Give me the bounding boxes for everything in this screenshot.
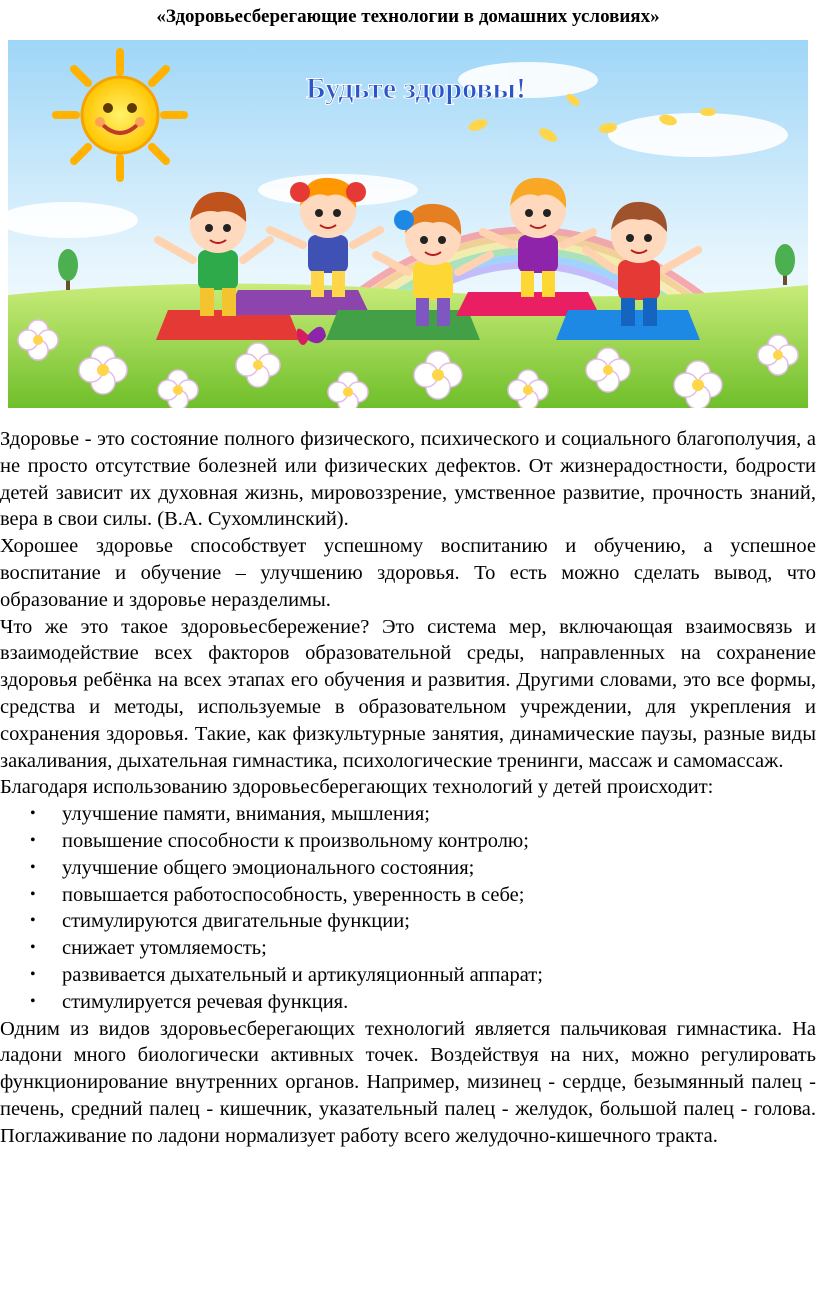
paragraph-health-definition: Здоровье - это состояние полного физического, психического и социального благополучия, а не просто отсутствие болезней или физических дефектов. От жизнерадостности, бодрости детей зависит их духовная жизнь, мировоззрение, умственное развитие, прочность знаний, вера в свои силы. (В.А. Сухомлинский). <box>0 428 816 531</box>
banner-heading: Будьте здоровы! <box>306 72 526 105</box>
list-item: • развивается дыхательный и артикуляционный аппарат; <box>62 962 816 989</box>
paragraph-benefits-intro: Благодаря использованию здоровьесберегающих технологий у детей происходит: <box>0 776 714 799</box>
list-item: • стимулируется речевая функция. <box>62 989 816 1016</box>
benefits-list <box>0 801 816 1015</box>
list-item: • повышается работоспособность, уверенность в себе; <box>62 882 816 909</box>
list-item: • снижает утомляемость; <box>62 935 816 962</box>
list-item: • улучшение памяти, внимания, мышления; <box>62 801 816 828</box>
document-title: «Здоровьесберегающие технологии в домашних условиях» <box>156 6 660 27</box>
paragraph-finger-gymnastics: Одним из видов здоровьесберегающих технологий является пальчиковая гимнастика. На ладони много биологически активных точек. Воздействуя на них, можно регулировать функционирование внутренних органов. Например, мизинец - сердце, безымянный палец - печень, средний палец - кишечник, указательный палец - желудок, большой палец - голова. Поглаживание по ладони нормализует работу всего желудочно-кишечного тракта. <box>0 1017 816 1147</box>
banner-illustration <box>8 40 808 408</box>
sun-icon <box>56 52 184 178</box>
list-item: • улучшение общего эмоционального состояния; <box>62 855 816 882</box>
paragraph-education-health: Хорошее здоровье способствует успешному воспитанию и обучению, а успешное воспитание и обучение – улучшению здоровья. То есть можно сделать вывод, что образование и здоровье неразделимы. <box>0 535 816 611</box>
list-item: • повышение способности к произвольному контролю; <box>62 828 816 855</box>
article-body <box>0 426 816 1150</box>
paragraph-what-is-health-saving: Что же это такое здоровьесбережение? Это система мер, включающая взаимосвязь и взаимодействие всех факторов образовательной среды, направленных на сохранение здоровья ребёнка на всех этапах его обучения и развития. Другими словами, это все формы, средства и методы, используемые в образовательном учреждении, для укрепления и сохранения здоровья. Такие, как физкультурные занятия, динамические паузы, разные виды закаливания, дыхательная гимнастика, психологические тренинги, массаж и самомассаж. <box>0 615 816 772</box>
list-item: • стимулируются двигательные функции; <box>62 908 816 935</box>
